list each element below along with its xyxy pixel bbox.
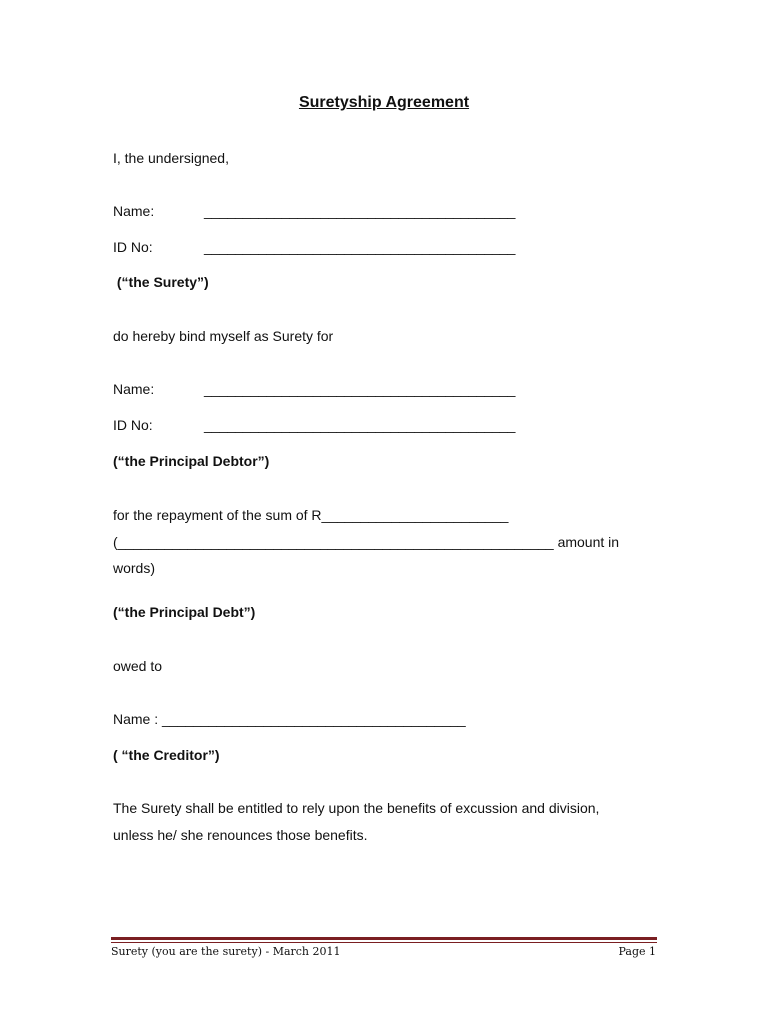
surety-id-field: ________________________________________ [204,239,516,255]
amount-words-suffix: words) [113,560,156,576]
footer-document-info: Surety (you are the surety) - March 2011 [111,945,341,958]
principal-debt-term: (“the Principal Debt”) [113,604,256,620]
debtor-name-field: ________________________________________ [204,381,516,397]
debtor-name-label: Name: [113,381,155,397]
principal-debtor-term: (“the Principal Debtor”) [113,453,270,469]
debtor-id-field: ________________________________________ [204,417,516,433]
creditor-term: ( “the Creditor”) [113,747,220,763]
footer-page-number: Page 1 [618,945,656,958]
surety-name-field: ________________________________________ [204,203,516,219]
benefits-text-line-2: unless he/ she renounces those benefits. [113,827,368,843]
document-title: Suretyship Agreement [298,94,470,111]
footer-rule-thick [111,937,657,940]
surety-id-label: ID No: [113,239,153,255]
creditor-name-field: Name : _______________________________________ [113,711,466,727]
bind-text: do hereby bind myself as Surety for [113,328,334,344]
intro-text: I, the undersigned, [113,150,229,166]
surety-name-label: Name: [113,203,155,219]
repayment-text: for the repayment of the sum of R________________________ [113,507,509,523]
amount-words-line: (________________________________________________________ amount in [113,534,620,550]
debtor-id-label: ID No: [113,417,153,433]
footer-rule-thin [111,942,657,943]
benefits-text-line-1: The Surety shall be entitled to rely upon the benefits of excussion and division, [113,800,600,816]
surety-term: (“the Surety”) [113,274,209,290]
owed-to-text: owed to [113,658,163,674]
